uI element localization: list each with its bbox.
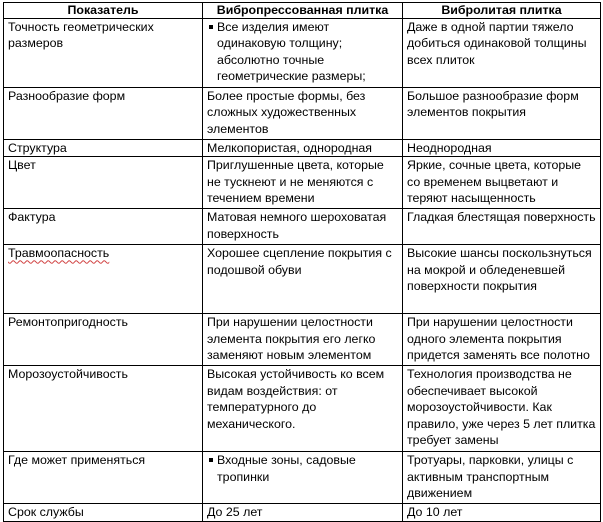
parameter-cell [4, 245, 203, 314]
vibropressed-cell: Матовая немного шероховатая поверхность [203, 209, 403, 245]
parameter-cell: Фактура [4, 209, 203, 245]
parameter-cell: Разнообразие форм [4, 88, 203, 140]
vibropressed-cell: Все изделия имеют одинаковую толщину; абсолютно точные геометрические размеры; [203, 19, 403, 88]
table-row [4, 19, 601, 88]
vibrocast-cell: Тротуары, парковки, улицы с активным транспортным движением [403, 452, 601, 504]
vibrocast-cell: Гладкая блестящая поверхность [403, 209, 601, 245]
vibropressed-cell: При нарушении целостности элемента покрытия его легко заменяют новым элементом [203, 314, 403, 366]
vibropressed-cell: Мелкопористая, однородная [203, 140, 403, 157]
header-parameter: Показатель [4, 3, 203, 19]
table-row [4, 157, 601, 209]
comparison-table [3, 2, 601, 522]
table-row [4, 245, 601, 314]
vibropressed-cell: Высокая устойчивость ко всем видам воздействия: от температурного до механического. [203, 366, 403, 452]
table-row [4, 140, 601, 157]
table-row [4, 452, 601, 504]
parameter-cell: Срок службы [4, 504, 203, 521]
table-row [4, 504, 601, 521]
table-row [4, 209, 601, 245]
header-vibropressed: Вибропрессованная плитка [203, 3, 403, 19]
vibrocast-cell: Технология производства не обеспечивает высокой морозоустойчивости. Как правило, уже через 5 лет плитка требует замены [403, 366, 601, 452]
vibrocast-cell: Большое разнообразие форм элементов покрытия [403, 88, 601, 140]
table-row [4, 314, 601, 366]
vibrocast-cell: До 10 лет [403, 504, 601, 521]
parameter-cell: Цвет [4, 157, 203, 209]
vibropressed-cell: Входные зоны, садовые тропинки [203, 452, 403, 504]
vibrocast-cell: При нарушении целостности одного элемента покрытия придется заменять все полотно [403, 314, 601, 366]
parameter-cell: Морозоустойчивость [4, 366, 203, 452]
table-row [4, 88, 601, 140]
table-row [4, 366, 601, 452]
parameter-cell: Структура [4, 140, 203, 157]
vibropressed-cell: Более простые формы, без сложных художественных элементов [203, 88, 403, 140]
parameter-cell: Точность геометрических размеров [4, 19, 203, 88]
vibrocast-cell: Яркие, сочные цвета, которые со временем выцветают и теряют насыщенность [403, 157, 601, 209]
header-vibrocast: Вибролитая плитка [403, 3, 601, 19]
vibrocast-cell: Неоднородная [403, 140, 601, 157]
vibropressed-cell: До 25 лет [203, 504, 403, 521]
parameter-cell: Где может применяться [4, 452, 203, 504]
parameter-text: Травмоопасность [8, 246, 110, 261]
parameter-cell: Ремонтопригодность [4, 314, 203, 366]
vibrocast-cell: Даже в одной партии тяжело добиться одинаковой толщины всех плиток [403, 19, 601, 88]
vibrocast-cell: Высокие шансы поскользнуться на мокрой и обледеневшей поверхности покрытия [403, 245, 601, 314]
table-header-row [4, 3, 601, 19]
vibropressed-cell: Приглушенные цвета, которые не тускнеют и не меняются с течением времени [203, 157, 403, 209]
vibropressed-cell: Хорошее сцепление покрытия с подошвой обуви [203, 245, 403, 314]
